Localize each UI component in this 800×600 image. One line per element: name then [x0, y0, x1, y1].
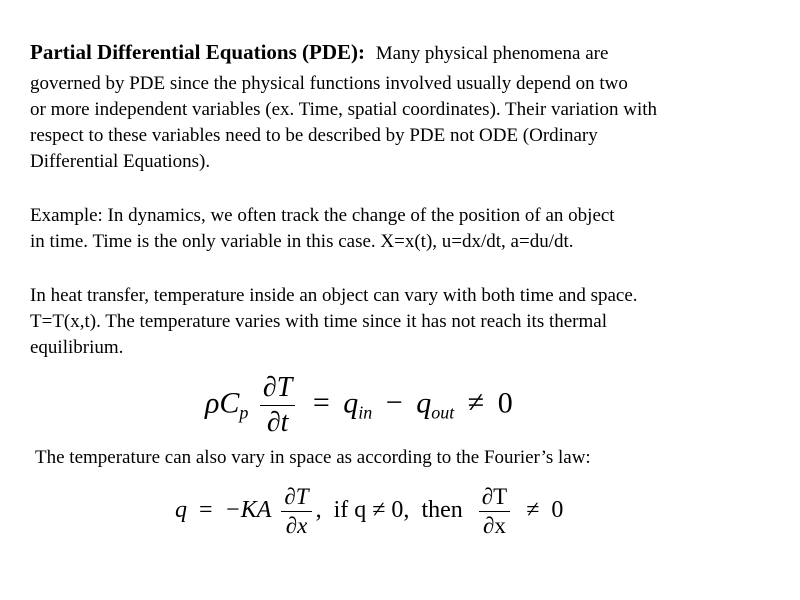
- minus-sign: −: [385, 386, 403, 420]
- fraction-denominator: ∂t: [266, 407, 289, 438]
- paragraph-1-line-5: Differential Equations).: [30, 151, 211, 172]
- not-equal-sign: ≠: [526, 497, 540, 524]
- paragraph-1-line-4: respect to these variables need to be described by PDE not ODE (Ordinary: [30, 125, 598, 146]
- paragraph-2-line-2: in time. Time is the only variable in this case. X=x(t), u=dx/dt, a=du/dt.: [30, 231, 574, 252]
- dT-dx-fraction-2: [479, 484, 510, 539]
- c-symbol: C: [219, 386, 240, 420]
- paragraph-4-line-1: The temperature can also vary in space as according to the Fourier’s law:: [35, 447, 591, 468]
- fraction-numerator: ∂T: [479, 484, 510, 512]
- fraction-numerator: ∂T: [260, 372, 295, 406]
- paragraph-1-line-1: [30, 40, 608, 66]
- section-heading: Partial Differential Equations (PDE):: [30, 40, 365, 64]
- then-word: then: [421, 497, 463, 524]
- paragraph-1-line-2: governed by PDE since the physical functions involved usually depend on two: [30, 73, 628, 94]
- paragraph-2-line-1: Example: In dynamics, we often track the change of the position of an object: [30, 205, 615, 226]
- q-in-symbol: q: [343, 386, 359, 420]
- equals-sign: =: [312, 386, 330, 420]
- fraction-denominator: ∂x: [285, 513, 308, 538]
- minus-ka-symbol: −KA: [224, 497, 272, 524]
- comma: ,: [315, 497, 322, 524]
- q-out-symbol: q: [416, 386, 432, 420]
- fraction-numerator: ∂T: [281, 484, 311, 512]
- paragraph-3-line-2: T=T(x,t). The temperature varies with time since it has not reach its thermal: [30, 311, 608, 332]
- q-symbol: q: [175, 497, 187, 524]
- fourier-law-equation: [175, 484, 563, 539]
- dT-dt-fraction: [260, 372, 295, 439]
- rho-symbol: ρ: [205, 386, 220, 420]
- in-subscript: in: [358, 402, 373, 423]
- zero-value: 0: [551, 497, 564, 524]
- zero-value: 0: [497, 386, 513, 420]
- paragraph-1-line-3: or more independent variables (ex. Time, spatial coordinates). Their variation with: [30, 99, 658, 120]
- fraction-denominator: ∂x: [483, 513, 506, 538]
- paragraph-3-line-1: In heat transfer, temperature inside an object can vary with both time and space.: [30, 285, 638, 306]
- paragraph-1-line-1-text: Many physical phenomena are: [375, 43, 609, 64]
- out-subscript: out: [431, 402, 455, 423]
- not-equal-sign: ≠: [467, 386, 485, 420]
- paragraph-3-line-3: equilibrium.: [30, 337, 124, 358]
- p-subscript: p: [239, 402, 249, 423]
- if-condition: if q ≠ 0,: [333, 497, 410, 524]
- dT-dx-fraction: [281, 484, 311, 539]
- heat-balance-equation: [205, 372, 513, 439]
- equals-sign: =: [199, 497, 213, 524]
